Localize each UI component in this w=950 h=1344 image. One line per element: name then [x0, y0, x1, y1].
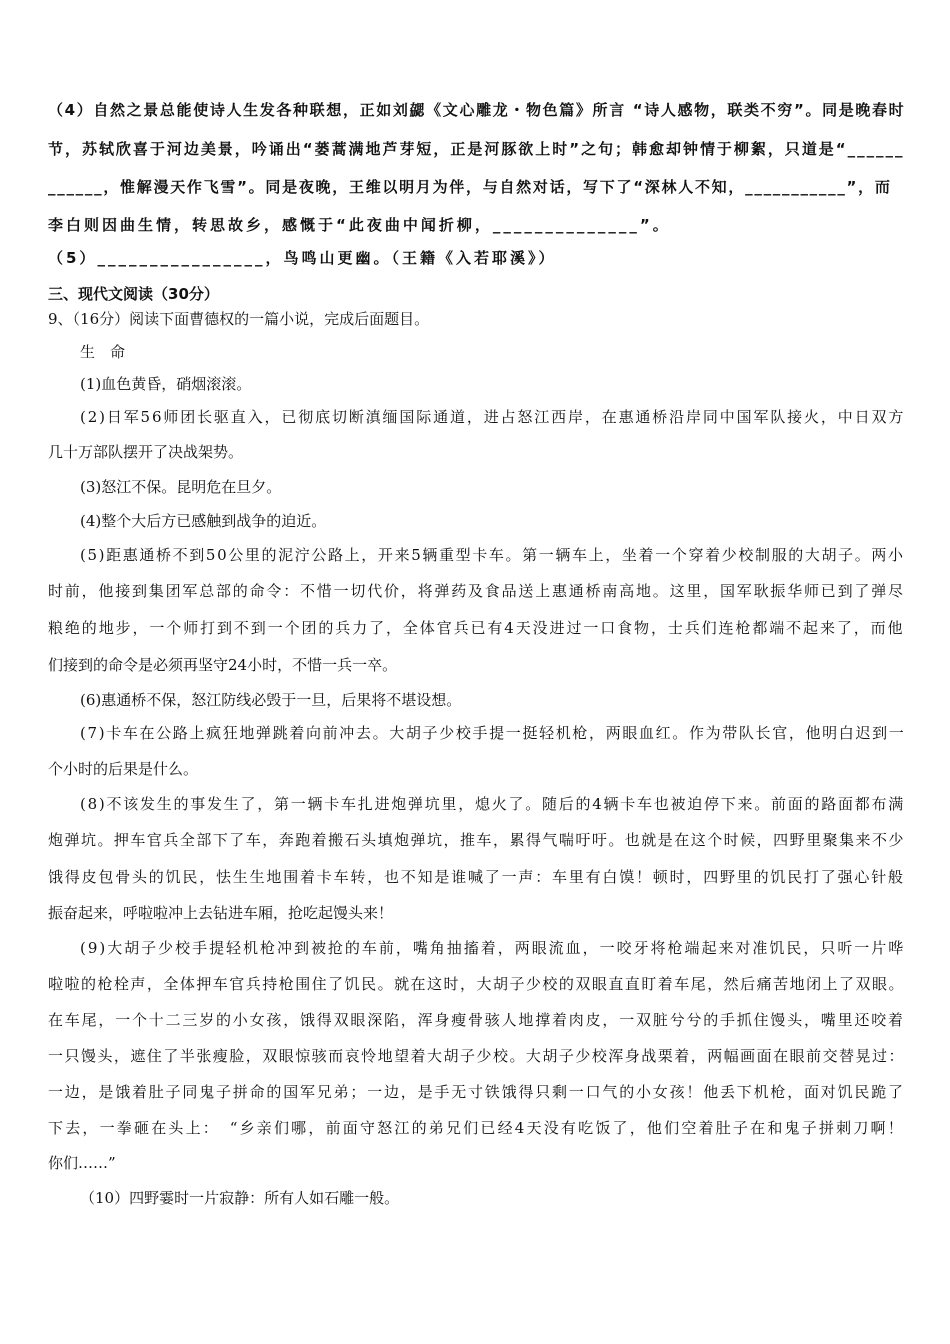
paragraph-line: (3)怒江不保。昆明危在旦夕。: [80, 478, 282, 496]
q4-line-4-text-a: 李白则因曲生情，转思故乡，感慨于“此夜曲中闻折柳，: [48, 216, 493, 234]
q4-blank-2[interactable]: ______________: [492, 216, 640, 234]
paragraph-line: 几十万部队摆开了决战架势。: [48, 443, 244, 461]
paragraph-line: (6)惠通桥不保，怒江防线必毁于一旦，后果将不堪设想。: [80, 691, 462, 709]
q4-line-2: 节，苏轼欣喜于河边美景，吟诵出“蒌蒿满地芦芽短，正是河豚欲上时”之句；韩愈却钟情于柳絮，只道是“______: [48, 140, 905, 158]
paragraph-line: 时前，他接到集团军总部的命令：不惜一切代价，将弹药及食品送上惠通桥南高地。这里，国军耿振华师已到了弹尽: [48, 582, 905, 600]
paragraph-line: 们接到的命令是必须再坚守24小时，不惜一兵一卒。: [48, 656, 398, 674]
paragraph-line: 振奋起来，呼啦啦冲上去钻进车厢，抢吃起馒头来！: [48, 904, 394, 922]
q5-text: ，鸟鸣山更幽。（王籍《入若耶溪》）: [265, 249, 557, 267]
q4-line-3-text-c: ”，而: [846, 178, 892, 196]
paragraph-line: 炮弹坑。押车官兵全部下了车，奔跑着搬石头填炮弹坑，推车，累得气喘吁吁。也就是在这个时候，四野里聚集来不少: [48, 831, 905, 849]
paragraph-line: (7)卡车在公路上疯狂地弹跳着向前冲去。大胡子少校手提一挺轻机枪，两眼血红。作为带队长官，他明白迟到一: [80, 724, 906, 742]
q4-line-3-text-a: ______，惟解漫天作飞雪”。同是夜晚，王维以明月为伴，与自然对话，写下了“深林人不知，: [48, 178, 746, 196]
paragraph-line: (1)血色黄昏，硝烟滚滚。: [80, 375, 252, 393]
paragraph-line: (5)距惠通桥不到50公里的泥泞公路上，开来5辆重型卡车。第一辆车上，坐着一个穿着少校制服的大胡子。两小: [80, 546, 905, 564]
paragraph-line: (9)大胡子少校手提轻机枪冲到被抢的车前，嘴角抽搐着，两眼流血，一咬牙将枪端起来对准饥民，只听一片哗: [80, 939, 906, 957]
paragraph-line: （10）四野霎时一片寂静：所有人如石雕一般。: [80, 1189, 400, 1207]
q5-line: [48, 248, 556, 268]
q5-number: （5）: [48, 249, 98, 267]
q4-blank-1[interactable]: ___________: [745, 178, 847, 196]
paragraph-line: 个小时的后果是什么。: [48, 760, 199, 778]
paragraph-line: 一边，是饿着肚子同鬼子拼命的国军兄弟；一边，是手无寸铁饿得只剩一口气的小女孩！他丢下机枪，面对饥民跪了: [48, 1083, 905, 1101]
paragraph-line: 一只馒头，遮住了半张瘦脸，双眼惊骇而哀怜地望着大胡子少校。大胡子少校浑身战栗着，两幅画面在眼前交替晃过：: [48, 1047, 905, 1065]
question-9-intro: 9、（16分）阅读下面曹德权的一篇小说，完成后面题目。: [48, 310, 430, 328]
section-heading: 三、现代文阅读（30分）: [48, 285, 219, 303]
paragraph-line: 粮绝的地步，一个师打到不到一个团的兵力了，全体官兵已有4天没进过一口食物，士兵们连枪都端不起来了，而他: [48, 619, 905, 637]
q4-line-3: [48, 177, 892, 197]
q4-line-1: （4）自然之景总能使诗人生发各种联想，正如刘勰《文心雕龙・物色篇》所言 “诗人感物，联类不穷”。同是晚春时: [48, 101, 906, 119]
paragraph-line: (2)日军56师团长驱直入，已彻底切断滇缅国际通道，进占怒江西岸，在惠通桥沿岸同中国军队接火，中日双方: [80, 408, 906, 426]
paragraph-line: 饿得皮包骨头的饥民，怯生生地围着卡车转，也不知是谁喊了一声：车里有白馍！顿时，四野里的饥民打了强心针般: [48, 868, 905, 886]
paragraph-line: 你们……”: [48, 1154, 116, 1172]
paragraph-line: (4)整个大后方已感触到战争的迫近。: [80, 512, 327, 530]
q4-line-4-text-c: ”。: [639, 216, 671, 234]
paragraph-line: 在车尾，一个十二三岁的小女孩，饿得双眼深陷，浑身瘦骨骇人地撑着肉皮，一双脏兮兮的手抓住馒头，嘴里还咬着: [48, 1011, 905, 1029]
paragraph-line: (8)不该发生的事发生了，第一辆卡车扎进炮弹坑里，熄火了。随后的4辆卡车也被迫停下来。前面的路面都布满: [80, 795, 906, 813]
q5-blank[interactable]: ________________: [97, 249, 266, 267]
story-title: 生 命: [80, 343, 126, 361]
paragraph-line: 下去，一拳砸在头上： “乡亲们哪，前面守怒江的弟兄们已经4天没有吃饭了，他们空着肚子在和鬼子拼刺刀啊！: [48, 1119, 905, 1137]
paragraph-line: 啦啦的枪栓声，全体押车官兵持枪围住了饥民。就在这时，大胡子少校的双眼直直盯着车尾，然后痛苦地闭上了双眼。: [48, 975, 905, 993]
q4-line-4: [48, 215, 671, 235]
